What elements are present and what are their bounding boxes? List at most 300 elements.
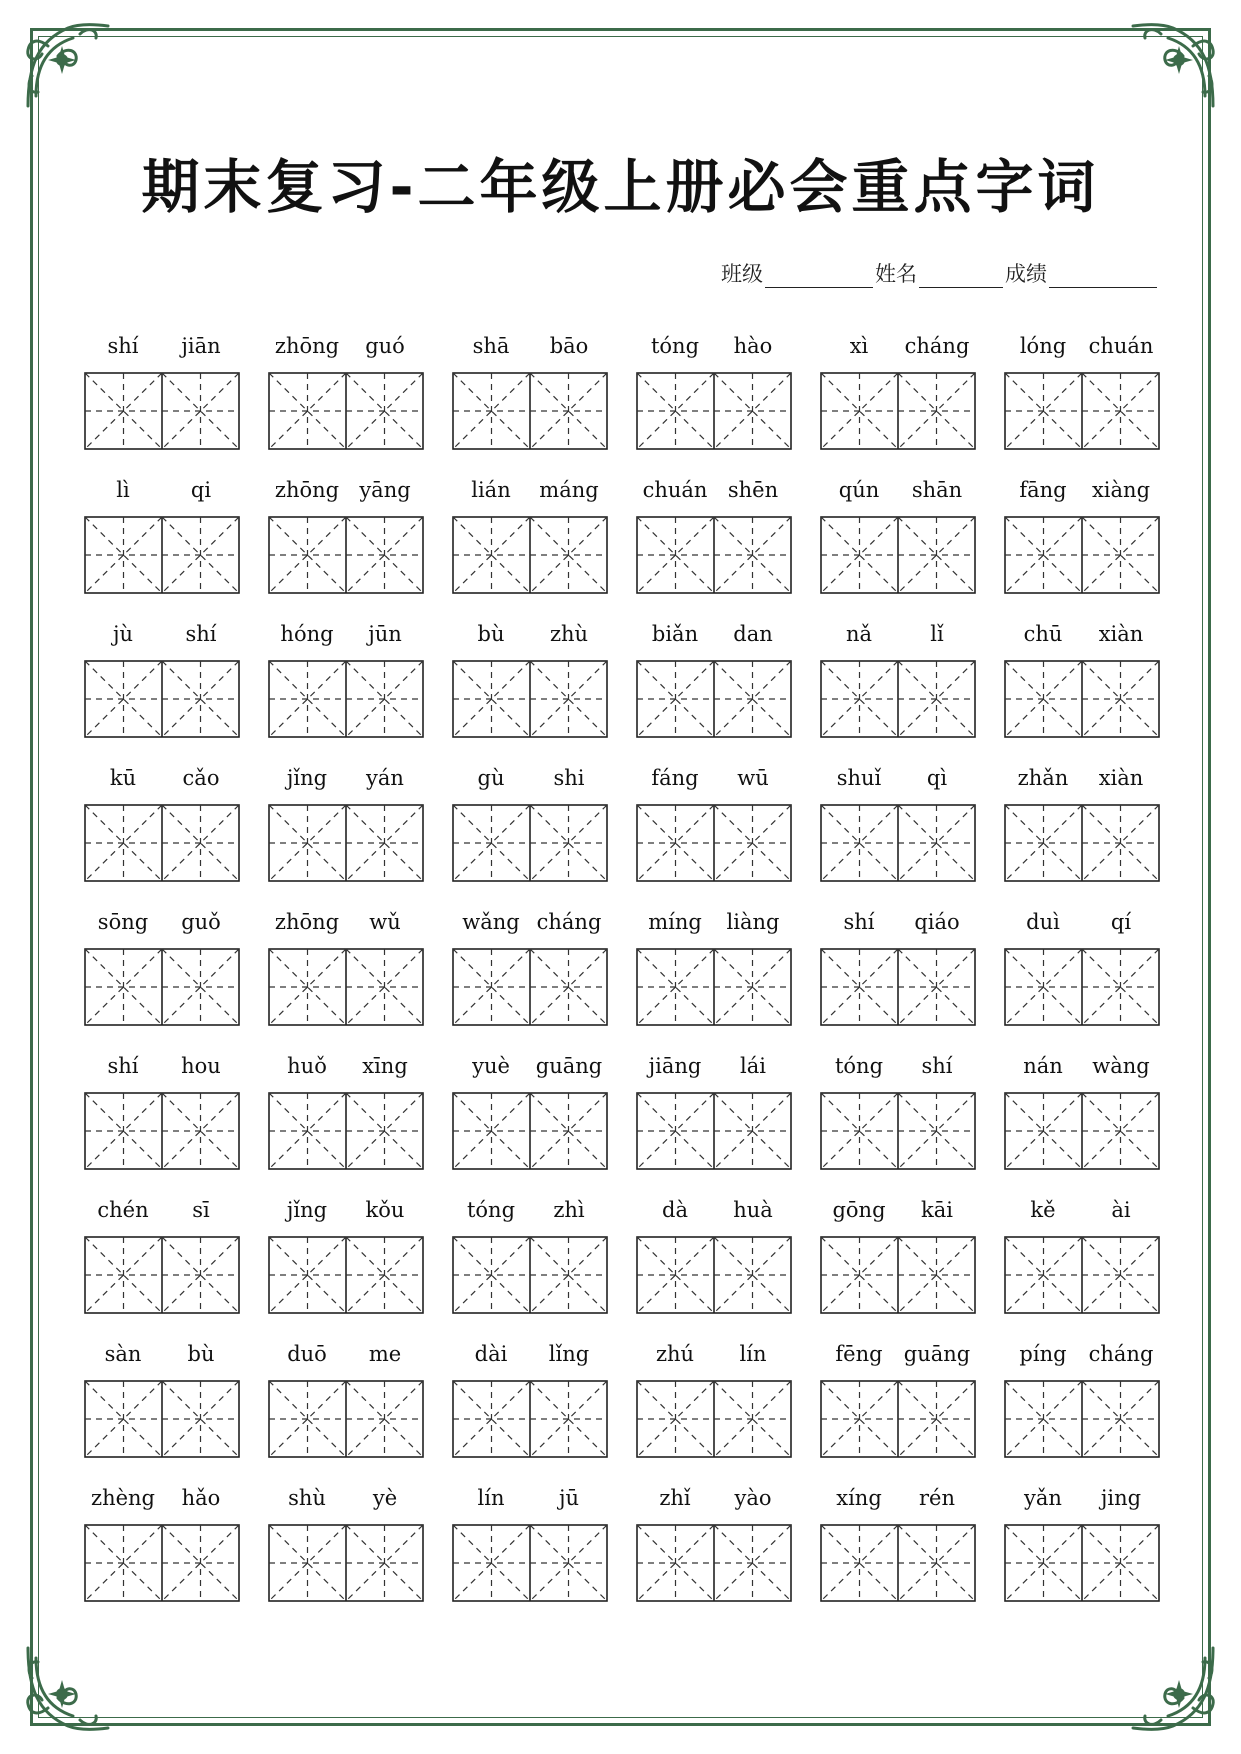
- writing-box-pair[interactable]: [452, 516, 608, 594]
- pinyin-syllable: gù: [477, 766, 505, 790]
- pinyin-row: [1004, 622, 1160, 652]
- pinyin-syllable: guāng: [535, 1054, 603, 1078]
- pinyin-row: [84, 1342, 240, 1372]
- writing-box-pair[interactable]: [636, 660, 792, 738]
- word-item: [1004, 334, 1160, 454]
- pinyin-syllable: cháng: [1088, 1342, 1154, 1366]
- word-item: [268, 1342, 424, 1462]
- word-item: [636, 622, 792, 742]
- practice-boxes: [636, 1092, 792, 1170]
- pinyin-syllable: xīng: [362, 1054, 408, 1078]
- practice-boxes: [1004, 660, 1160, 738]
- pinyin-syllable: huǒ: [287, 1054, 327, 1078]
- pinyin-syllable: kǒu: [365, 1198, 405, 1222]
- practice-boxes: [84, 1380, 240, 1458]
- word-item: [268, 766, 424, 886]
- ornament-corner-icon: [18, 1638, 118, 1738]
- pinyin-syllable: xì: [849, 334, 869, 358]
- pinyin-syllable: chuán: [642, 478, 708, 502]
- pinyin-row: [636, 766, 792, 796]
- practice-boxes: [1004, 516, 1160, 594]
- practice-boxes: [1004, 948, 1160, 1026]
- pinyin-row: [84, 1486, 240, 1516]
- pinyin-syllable: huà: [733, 1198, 773, 1222]
- pinyin-row: [1004, 766, 1160, 796]
- pinyin-row: [268, 1054, 424, 1084]
- practice-boxes: [452, 660, 608, 738]
- writing-box-pair[interactable]: [84, 1524, 240, 1602]
- pinyin-syllable: shí: [185, 622, 217, 646]
- pinyin-syllable: chuán: [1088, 334, 1154, 358]
- practice-boxes: [452, 372, 608, 450]
- word-item: [84, 766, 240, 886]
- pinyin-syllable: zhǐ: [659, 1486, 691, 1510]
- pinyin-syllable: nán: [1023, 1054, 1063, 1078]
- pinyin-syllable: biǎn: [651, 622, 699, 646]
- pinyin-row: [84, 478, 240, 508]
- word-item: [636, 1342, 792, 1462]
- pinyin-row: [1004, 910, 1160, 940]
- word-item: [820, 1342, 976, 1462]
- word-item: [1004, 1198, 1160, 1318]
- pinyin-row: [820, 1198, 976, 1228]
- practice-boxes: [820, 804, 976, 882]
- pinyin-row: [452, 334, 608, 364]
- pinyin-syllable: wàng: [1092, 1054, 1150, 1078]
- practice-boxes: [820, 660, 976, 738]
- pinyin-syllable: xíng: [836, 1486, 882, 1510]
- writing-box-pair[interactable]: [820, 1092, 976, 1170]
- pinyin-row: [452, 910, 608, 940]
- pinyin-row: [452, 766, 608, 796]
- writing-box-pair[interactable]: [636, 804, 792, 882]
- pinyin-row: [268, 622, 424, 652]
- pinyin-syllable: jiāng: [648, 1054, 702, 1078]
- writing-box-pair[interactable]: [636, 1524, 792, 1602]
- pinyin-syllable: jù: [112, 622, 134, 646]
- practice-boxes: [268, 804, 424, 882]
- writing-box-pair[interactable]: [268, 1524, 424, 1602]
- writing-box-pair[interactable]: [1004, 660, 1160, 738]
- practice-boxes: [636, 948, 792, 1026]
- pinyin-syllable: zhōng: [274, 478, 340, 502]
- pinyin-row: [636, 1486, 792, 1516]
- writing-box-pair[interactable]: [1004, 1236, 1160, 1314]
- score-label: 成绩: [1005, 262, 1047, 286]
- pinyin-syllable: kě: [1030, 1198, 1056, 1222]
- word-item: [1004, 622, 1160, 742]
- writing-box-pair[interactable]: [84, 804, 240, 882]
- writing-box-pair[interactable]: [84, 948, 240, 1026]
- pinyin-syllable: xiàn: [1098, 766, 1144, 790]
- practice-boxes: [636, 660, 792, 738]
- word-item: [820, 1486, 976, 1606]
- ornament-corner-icon: [18, 16, 118, 116]
- writing-box-pair[interactable]: [820, 1524, 976, 1602]
- pinyin-syllable: tóng: [650, 334, 700, 358]
- pinyin-row: [820, 478, 976, 508]
- pinyin-syllable: dan: [733, 622, 773, 646]
- word-item: [636, 910, 792, 1030]
- pinyin-syllable: dà: [662, 1198, 688, 1222]
- writing-box-pair[interactable]: [1004, 1092, 1160, 1170]
- word-item: [820, 1054, 976, 1174]
- practice-boxes: [636, 1380, 792, 1458]
- pinyin-syllable: zhōng: [274, 910, 340, 934]
- writing-box-pair[interactable]: [452, 1092, 608, 1170]
- practice-boxes: [84, 1092, 240, 1170]
- pinyin-row: [84, 1198, 240, 1228]
- word-item: [820, 622, 976, 742]
- word-item: [268, 334, 424, 454]
- pinyin-syllable: fēng: [835, 1342, 883, 1366]
- practice-boxes: [636, 516, 792, 594]
- practice-boxes: [452, 1236, 608, 1314]
- practice-boxes: [84, 1236, 240, 1314]
- practice-boxes: [1004, 1380, 1160, 1458]
- practice-boxes: [820, 1524, 976, 1602]
- word-item: [268, 622, 424, 742]
- practice-boxes: [820, 948, 976, 1026]
- pinyin-syllable: qí: [1110, 910, 1132, 934]
- pinyin-syllable: lóng: [1019, 334, 1067, 358]
- pinyin-row: [820, 1054, 976, 1084]
- writing-box-pair[interactable]: [1004, 948, 1160, 1026]
- class-blank[interactable]: [765, 265, 873, 288]
- word-item: [636, 1486, 792, 1606]
- writing-box-pair[interactable]: [452, 1524, 608, 1602]
- pinyin-row: [820, 622, 976, 652]
- practice-boxes: [1004, 1092, 1160, 1170]
- word-item: [452, 910, 608, 1030]
- writing-box-pair[interactable]: [268, 804, 424, 882]
- word-item: [452, 622, 608, 742]
- writing-box-pair[interactable]: [820, 1236, 976, 1314]
- word-item: [452, 478, 608, 598]
- practice-boxes: [268, 1380, 424, 1458]
- pinyin-syllable: qiáo: [914, 910, 960, 934]
- practice-boxes: [636, 1236, 792, 1314]
- pinyin-row: [452, 478, 608, 508]
- pinyin-syllable: jǐng: [286, 1198, 328, 1222]
- student-info-line: [721, 258, 1159, 288]
- pinyin-syllable: shān: [911, 478, 963, 502]
- word-item: [452, 1486, 608, 1606]
- word-item: [84, 1342, 240, 1462]
- writing-box-pair[interactable]: [84, 1380, 240, 1458]
- word-item: [1004, 478, 1160, 598]
- writing-box-pair[interactable]: [452, 948, 608, 1026]
- word-item: [452, 766, 608, 886]
- class-label: 班级: [721, 262, 763, 286]
- pinyin-syllable: wǔ: [369, 910, 401, 934]
- pinyin-row: [268, 766, 424, 796]
- pinyin-row: [452, 1198, 608, 1228]
- pinyin-syllable: fāng: [1019, 478, 1067, 502]
- pinyin-syllable: shā: [472, 334, 510, 358]
- writing-box-pair[interactable]: [636, 372, 792, 450]
- pinyin-syllable: míng: [648, 910, 702, 934]
- pinyin-syllable: wū: [737, 766, 769, 790]
- pinyin-row: [820, 910, 976, 940]
- writing-box-pair[interactable]: [636, 1380, 792, 1458]
- practice-boxes: [452, 1524, 608, 1602]
- word-item: [268, 1054, 424, 1174]
- writing-box-pair[interactable]: [452, 1236, 608, 1314]
- pinyin-row: [820, 1342, 976, 1372]
- ornament-corner-icon: [1123, 1638, 1223, 1738]
- score-blank[interactable]: [1049, 265, 1157, 288]
- pinyin-syllable: zhì: [553, 1198, 585, 1222]
- word-item: [636, 1198, 792, 1318]
- pinyin-row: [636, 622, 792, 652]
- pinyin-syllable: yǎn: [1024, 1486, 1062, 1510]
- pinyin-syllable: jǐng: [286, 766, 328, 790]
- pinyin-row: [452, 1486, 608, 1516]
- pinyin-syllable: lǐng: [548, 1342, 590, 1366]
- writing-box-pair[interactable]: [84, 1236, 240, 1314]
- writing-box-pair[interactable]: [1004, 516, 1160, 594]
- pinyin-syllable: bù: [477, 622, 505, 646]
- word-item: [820, 334, 976, 454]
- word-item: [1004, 1342, 1160, 1462]
- word-item: [636, 478, 792, 598]
- practice-boxes: [268, 948, 424, 1026]
- word-item: [84, 1054, 240, 1174]
- pinyin-syllable: lái: [740, 1054, 766, 1078]
- writing-box-pair[interactable]: [268, 372, 424, 450]
- word-item: [636, 1054, 792, 1174]
- pinyin-syllable: guāng: [903, 1342, 971, 1366]
- pinyin-row: [268, 478, 424, 508]
- writing-box-pair[interactable]: [820, 804, 976, 882]
- practice-boxes: [636, 804, 792, 882]
- writing-box-pair[interactable]: [1004, 1380, 1160, 1458]
- pinyin-row: [1004, 1486, 1160, 1516]
- practice-boxes: [84, 804, 240, 882]
- pinyin-syllable: yāng: [359, 478, 411, 502]
- pinyin-syllable: me: [368, 1342, 402, 1366]
- practice-boxes: [84, 372, 240, 450]
- writing-box-pair[interactable]: [268, 660, 424, 738]
- pinyin-syllable: jiān: [181, 334, 221, 358]
- pinyin-syllable: cháng: [536, 910, 602, 934]
- writing-box-pair[interactable]: [820, 1380, 976, 1458]
- pinyin-syllable: shi: [553, 766, 585, 790]
- pinyin-syllable: tóng: [834, 1054, 884, 1078]
- practice-boxes: [820, 1092, 976, 1170]
- writing-box-pair[interactable]: [820, 948, 976, 1026]
- practice-boxes: [820, 1236, 976, 1314]
- pinyin-syllable: duì: [1026, 910, 1060, 934]
- pinyin-syllable: guó: [365, 334, 405, 358]
- pinyin-syllable: sàn: [104, 1342, 142, 1366]
- writing-box-pair[interactable]: [268, 1236, 424, 1314]
- word-item: [84, 1198, 240, 1318]
- pinyin-syllable: tóng: [466, 1198, 516, 1222]
- writing-box-pair[interactable]: [820, 372, 976, 450]
- pinyin-row: [636, 910, 792, 940]
- word-item: [1004, 910, 1160, 1030]
- pinyin-syllable: xiàn: [1098, 622, 1144, 646]
- word-item: [84, 1486, 240, 1606]
- practice-boxes: [820, 1380, 976, 1458]
- pinyin-syllable: duō: [287, 1342, 327, 1366]
- practice-boxes: [84, 516, 240, 594]
- writing-box-pair[interactable]: [1004, 1524, 1160, 1602]
- writing-box-pair[interactable]: [268, 948, 424, 1026]
- pinyin-row: [1004, 334, 1160, 364]
- page-title: 期末复习-二年级上册必会重点字词: [141, 153, 1100, 221]
- word-item: [84, 334, 240, 454]
- word-item: [636, 766, 792, 886]
- word-item: [452, 1198, 608, 1318]
- pinyin-row: [636, 334, 792, 364]
- writing-box-pair[interactable]: [636, 1092, 792, 1170]
- pinyin-syllable: yè: [372, 1486, 398, 1510]
- pinyin-row: [1004, 1342, 1160, 1372]
- pinyin-syllable: cháng: [904, 334, 970, 358]
- pinyin-syllable: lǐ: [930, 622, 944, 646]
- writing-box-pair[interactable]: [820, 516, 976, 594]
- practice-boxes: [1004, 1524, 1160, 1602]
- pinyin-syllable: shí: [843, 910, 875, 934]
- pinyin-syllable: yán: [366, 766, 404, 790]
- pinyin-syllable: rén: [919, 1486, 955, 1510]
- writing-box-pair[interactable]: [452, 804, 608, 882]
- practice-boxes: [84, 1524, 240, 1602]
- name-blank[interactable]: [919, 265, 1003, 288]
- pinyin-row: [268, 1486, 424, 1516]
- pinyin-syllable: qún: [838, 478, 880, 502]
- pinyin-syllable: shù: [288, 1486, 326, 1510]
- practice-boxes: [268, 516, 424, 594]
- word-item: [820, 478, 976, 598]
- word-item: [636, 334, 792, 454]
- practice-boxes: [268, 1092, 424, 1170]
- practice-boxes: [268, 660, 424, 738]
- pinyin-row: [636, 1054, 792, 1084]
- practice-boxes: [1004, 372, 1160, 450]
- practice-boxes: [84, 660, 240, 738]
- pinyin-syllable: yào: [734, 1486, 772, 1510]
- pinyin-row: [636, 1342, 792, 1372]
- writing-box-pair[interactable]: [820, 660, 976, 738]
- practice-boxes: [452, 804, 608, 882]
- pinyin-row: [84, 1054, 240, 1084]
- pinyin-syllable: hóng: [280, 622, 334, 646]
- pinyin-syllable: hǎo: [181, 1486, 221, 1510]
- pinyin-row: [268, 1198, 424, 1228]
- writing-box-pair[interactable]: [452, 372, 608, 450]
- writing-box-pair[interactable]: [268, 1092, 424, 1170]
- pinyin-row: [820, 334, 976, 364]
- pinyin-row: [1004, 478, 1160, 508]
- writing-box-pair[interactable]: [452, 660, 608, 738]
- name-label: 姓名: [875, 262, 917, 286]
- pinyin-syllable: cǎo: [182, 766, 220, 790]
- practice-boxes: [820, 372, 976, 450]
- writing-box-pair[interactable]: [84, 1092, 240, 1170]
- practice-boxes: [452, 948, 608, 1026]
- writing-box-pair[interactable]: [636, 516, 792, 594]
- pinyin-row: [84, 766, 240, 796]
- pinyin-row: [820, 1486, 976, 1516]
- pinyin-syllable: qì: [926, 766, 948, 790]
- writing-box-pair[interactable]: [84, 372, 240, 450]
- writing-box-pair[interactable]: [452, 1380, 608, 1458]
- word-item: [268, 1486, 424, 1606]
- writing-box-pair[interactable]: [268, 516, 424, 594]
- writing-box-pair[interactable]: [1004, 804, 1160, 882]
- ornament-corner-icon: [1123, 16, 1223, 116]
- practice-boxes: [820, 516, 976, 594]
- word-item: [84, 478, 240, 598]
- pinyin-syllable: zhù: [549, 622, 589, 646]
- word-grid: [84, 334, 1164, 1614]
- pinyin-syllable: máng: [539, 478, 599, 502]
- word-item: [452, 1342, 608, 1462]
- writing-box-pair[interactable]: [636, 948, 792, 1026]
- pinyin-row: [268, 910, 424, 940]
- pinyin-syllable: kāi: [921, 1198, 953, 1222]
- pinyin-syllable: lín: [739, 1342, 767, 1366]
- pinyin-syllable: nǎ: [845, 622, 873, 646]
- writing-box-pair[interactable]: [84, 516, 240, 594]
- pinyin-syllable: zhōng: [274, 334, 340, 358]
- pinyin-row: [1004, 1198, 1160, 1228]
- practice-boxes: [452, 516, 608, 594]
- practice-boxes: [268, 1524, 424, 1602]
- word-item: [84, 910, 240, 1030]
- practice-boxes: [636, 1524, 792, 1602]
- pinyin-syllable: sī: [192, 1198, 210, 1222]
- writing-box-pair[interactable]: [636, 1236, 792, 1314]
- word-item: [820, 766, 976, 886]
- pinyin-syllable: zhǎn: [1017, 766, 1069, 790]
- pinyin-row: [636, 478, 792, 508]
- practice-boxes: [268, 372, 424, 450]
- pinyin-syllable: shí: [107, 1054, 139, 1078]
- word-item: [84, 622, 240, 742]
- pinyin-syllable: fáng: [651, 766, 699, 790]
- pinyin-syllable: chén: [97, 1198, 149, 1222]
- pinyin-syllable: bù: [187, 1342, 215, 1366]
- pinyin-syllable: bāo: [549, 334, 589, 358]
- pinyin-syllable: shēn: [727, 478, 779, 502]
- pinyin-syllable: yuè: [472, 1054, 510, 1078]
- pinyin-syllable: chū: [1023, 622, 1063, 646]
- practice-boxes: [1004, 1236, 1160, 1314]
- writing-box-pair[interactable]: [1004, 372, 1160, 450]
- pinyin-row: [268, 1342, 424, 1372]
- pinyin-syllable: jū: [558, 1486, 580, 1510]
- pinyin-syllable: jing: [1100, 1486, 1142, 1510]
- word-item: [1004, 1054, 1160, 1174]
- practice-boxes: [636, 372, 792, 450]
- writing-box-pair[interactable]: [84, 660, 240, 738]
- pinyin-syllable: liàng: [726, 910, 780, 934]
- pinyin-syllable: zhú: [655, 1342, 695, 1366]
- pinyin-syllable: shuǐ: [836, 766, 882, 790]
- pinyin-row: [84, 622, 240, 652]
- pinyin-syllable: jūn: [368, 622, 402, 646]
- word-item: [268, 910, 424, 1030]
- pinyin-row: [452, 622, 608, 652]
- writing-box-pair[interactable]: [268, 1380, 424, 1458]
- pinyin-syllable: zhèng: [91, 1486, 155, 1510]
- pinyin-syllable: píng: [1019, 1342, 1067, 1366]
